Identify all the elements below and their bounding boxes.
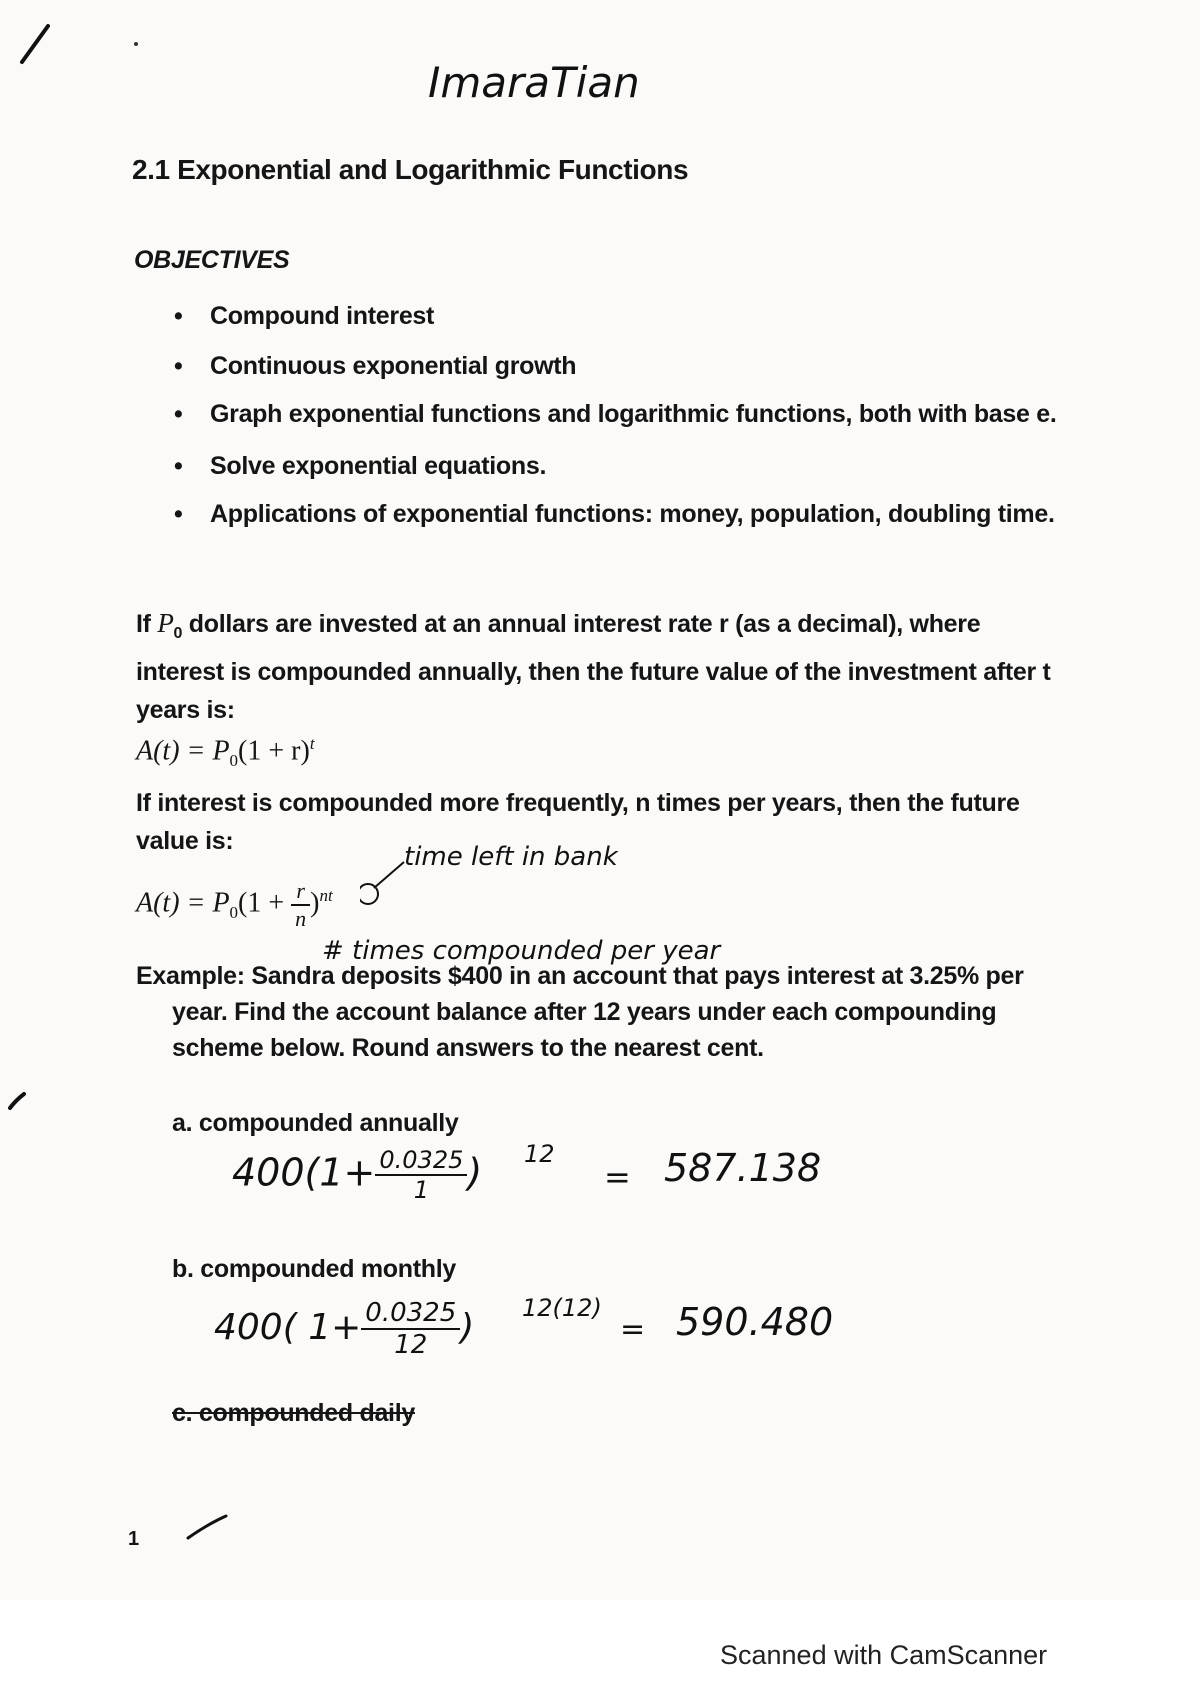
formula-compound: $A(t) = P_0(1$ + $\frac{r}{n}$ )$^{nt}$ <box>136 878 333 931</box>
arrow-line <box>374 862 404 888</box>
part-b-work: 400( 1+ $\frac{0.0325}{12}$ ) <box>214 1298 475 1360</box>
annotation-arrow <box>360 858 420 908</box>
objective-item: • Graph exponential functions and logarithmic functions, both with base e. <box>174 400 1057 428</box>
example-line: scheme below. Round answers to the nearest cent. <box>172 1034 764 1062</box>
annotation-time-left: time left in bank <box>404 842 618 872</box>
part-a-result: 587.138 <box>664 1146 822 1190</box>
pen-stroke-top-left <box>22 26 48 62</box>
part-b-exponent: 12(12) <box>522 1294 602 1322</box>
bullet-icon: • <box>174 400 183 428</box>
rate-fraction: $\frac{r}{n}$ <box>291 878 310 932</box>
intro-line: years is: <box>136 696 235 724</box>
handwritten-name: ImaraTian <box>428 58 640 107</box>
intro-paragraph <box>136 604 1051 729</box>
example-line: Example: Sandra deposits $400 in an account that pays interest at 3.25% per <box>136 962 1024 990</box>
part-a-fraction: $\frac{0.0325}{1}$ <box>375 1146 467 1204</box>
part-b-label: b. compounded monthly <box>172 1255 456 1283</box>
scanner-watermark: Scanned with CamScanner <box>720 1640 1048 1670</box>
objective-item: • Applications of exponential functions: money, population, doubling time. <box>174 500 1055 528</box>
part-a-label: a. compounded annually <box>172 1109 459 1137</box>
part-a-equals: = <box>604 1158 631 1196</box>
part-a-work: 400(1+ $\frac{0.0325}{1}$ ) <box>232 1146 483 1204</box>
objective-item: • Continuous exponential growth <box>174 352 577 380</box>
pen-stroke-bottom <box>188 1516 226 1538</box>
part-b-equals: = <box>620 1312 646 1347</box>
objective-item: • Compound interest <box>174 302 435 330</box>
bullet-icon: • <box>174 500 183 528</box>
part-b-fraction: $\frac{0.0325}{12}$ <box>361 1298 460 1360</box>
objective-item: • Solve exponential equations. <box>174 452 547 480</box>
p0-symbol: P <box>157 608 174 638</box>
page-number: 1 <box>128 1528 140 1550</box>
bullet-icon: • <box>174 452 183 480</box>
frequent-line: value is: <box>136 827 234 855</box>
section-title: 2.1 Exponential and Logarithmic Functions <box>132 154 689 185</box>
frequent-line: If interest is compounded more frequently, n times per years, then the future <box>136 789 1020 817</box>
example-paragraph <box>136 958 1024 1066</box>
part-c-label: c. compounded daily <box>172 1399 415 1427</box>
intro-line: If $P_0$ dollars are invested at an annual interest rate r (as a decimal), where <box>136 608 981 642</box>
part-b-result: 590.480 <box>676 1300 834 1344</box>
pen-dot <box>134 42 138 46</box>
objectives-heading: OBJECTIVES <box>134 246 290 274</box>
formula-annual: $A(t) = P_0(1 + r)^t$ <box>136 734 315 770</box>
part-a-exponent: 12 <box>524 1140 555 1168</box>
scan-footer-band <box>0 1600 1200 1698</box>
bullet-icon: • <box>174 352 183 380</box>
annotation-times-compounded: # times compounded per year <box>322 936 721 966</box>
intro-line: interest is compounded annually, then the future value of the investment after t <box>136 658 1051 686</box>
example-line: year. Find the account balance after 12 years under each compounding <box>172 998 997 1026</box>
pen-mark-margin <box>10 1094 24 1108</box>
bullet-icon: • <box>174 302 183 330</box>
